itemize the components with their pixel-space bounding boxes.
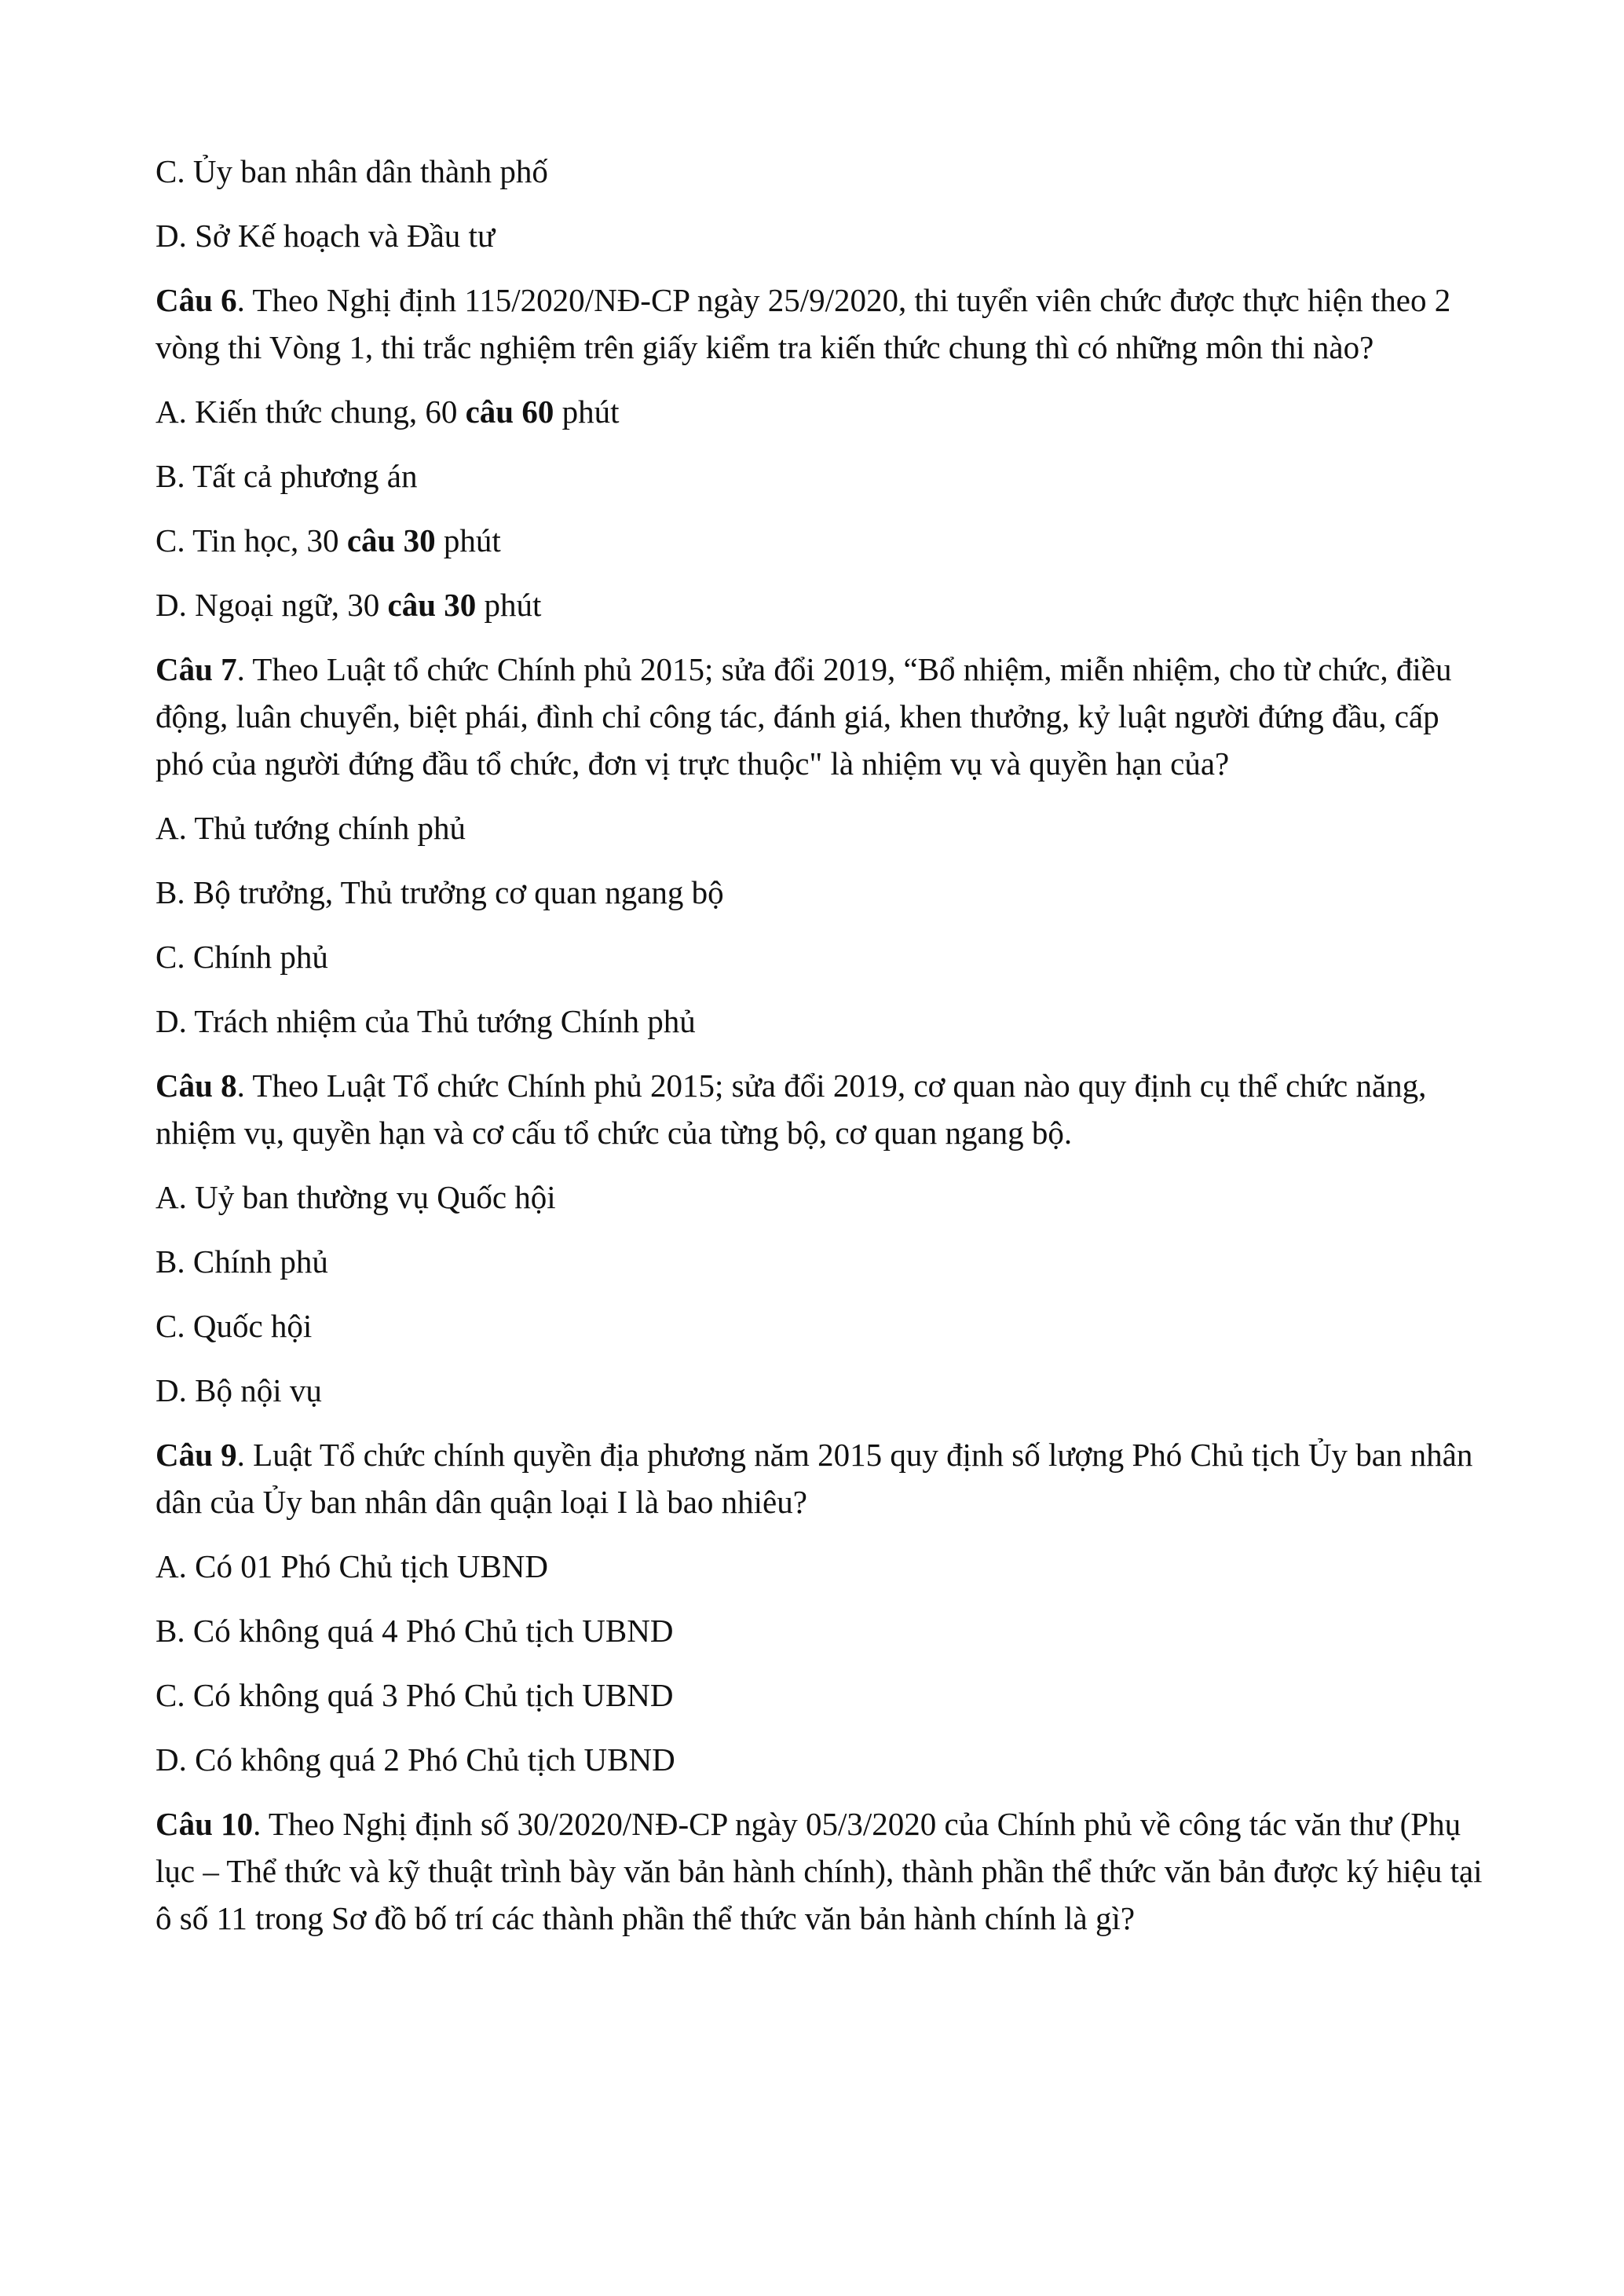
- option-bold-text: câu 30: [387, 587, 477, 623]
- option-c: C. Có không quá 3 Phó Chủ tịch UBND: [155, 1677, 674, 1713]
- option-a: A. Thủ tướng chính phủ: [155, 810, 466, 846]
- option-a: [155, 388, 1483, 435]
- question-label: Câu 8: [155, 1067, 237, 1104]
- option-text: B. Tất cả phương án: [155, 458, 418, 494]
- option-c: C. Quốc hội: [155, 1308, 313, 1344]
- option-a: A. Uỷ ban thường vụ Quốc hội: [155, 1179, 556, 1215]
- question-label: Câu 9: [155, 1437, 237, 1473]
- prev-option-c: C. Ủy ban nhân dân thành phố: [155, 153, 548, 189]
- option-d: [155, 581, 1483, 628]
- question-text: [155, 1800, 1483, 1942]
- option-d: D. Có không quá 2 Phó Chủ tịch UBND: [155, 1741, 675, 1778]
- question-9: [155, 1431, 1483, 1783]
- question-7: [155, 646, 1483, 1045]
- option-c: [155, 517, 1483, 564]
- option-text: C. Tin học, 30: [155, 522, 347, 558]
- question-body: . Luật Tổ chức chính quyền địa phương năm 2015 quy định số lượng Phó Chủ tịch Ủy ban nhân dân của Ủy ban nhân dân quận loại I là bao nhiêu?: [155, 1437, 1473, 1520]
- option-a: A. Có 01 Phó Chủ tịch UBND: [155, 1548, 549, 1584]
- option-c: C. Chính phủ: [155, 939, 328, 975]
- question-label: Câu 10: [155, 1806, 254, 1842]
- option-b: B. Có không quá 4 Phó Chủ tịch UBND: [155, 1613, 674, 1649]
- option-text-end: phút: [554, 394, 620, 430]
- question-body: . Theo Nghị định 115/2020/NĐ-CP ngày 25/9/2020, thi tuyển viên chức được thực hiện theo 2 vòng thi Vòng 1, thi trắc nghiệm trên giấy kiểm tra kiến thức chung thì có những môn thi nào?: [155, 282, 1451, 365]
- option-d: D. Trách nhiệm của Thủ tướng Chính phủ: [155, 1003, 696, 1039]
- question-text: [155, 646, 1483, 787]
- option-text: D. Ngoại ngữ, 30: [155, 587, 388, 623]
- option-bold-text: câu 60: [465, 394, 554, 430]
- question-text: [155, 276, 1483, 371]
- question-text: [155, 1062, 1483, 1156]
- option-text-end: phút: [435, 522, 501, 558]
- option-b: [155, 452, 1483, 500]
- document-page: [155, 148, 1483, 1959]
- option-text: A. Kiến thức chung, 60: [155, 394, 466, 430]
- question-8: [155, 1062, 1483, 1414]
- question-body: . Theo Nghị định số 30/2020/NĐ-CP ngày 05/3/2020 của Chính phủ về công tác văn thư (Phụ lục – Thể thức và kỹ thuật trình bày văn bản hành chính), thành phần thể thức văn bản được ký hiệu tại ô số 11 trong Sơ đồ bố trí các thành phần thể thức văn bản hành chính là gì?: [155, 1806, 1483, 1936]
- question-10: [155, 1800, 1483, 1942]
- question-body: . Theo Luật Tổ chức Chính phủ 2015; sửa đổi 2019, cơ quan nào quy định cụ thể chức năng, nhiệm vụ, quyền hạn và cơ cấu tổ chức của từng bộ, cơ quan ngang bộ.: [155, 1067, 1427, 1151]
- option-bold-text: câu 30: [346, 522, 436, 558]
- question-text: [155, 1431, 1483, 1525]
- option-text-end: phút: [476, 587, 542, 623]
- option-b: B. Bộ trưởng, Thủ trưởng cơ quan ngang bộ: [155, 874, 724, 910]
- question-label: Câu 6: [155, 282, 237, 318]
- prev-option-d: D. Sở Kế hoạch và Đầu tư: [155, 218, 496, 254]
- option-d: D. Bộ nội vụ: [155, 1372, 322, 1408]
- question-body: . Theo Luật tổ chức Chính phủ 2015; sửa đổi 2019, “Bổ nhiệm, miễn nhiệm, cho từ chức, điều động, luân chuyển, biệt phái, đình chỉ công tác, đánh giá, khen thưởng, kỷ luật người đứng đầu, cấp phó của người đứng đầu tổ chức, đơn vị trực thuộc" là nhiệm vụ và quyền hạn của?: [155, 651, 1452, 782]
- question-label: Câu 7: [155, 651, 237, 687]
- question-6: [155, 276, 1483, 628]
- option-b: B. Chính phủ: [155, 1243, 328, 1280]
